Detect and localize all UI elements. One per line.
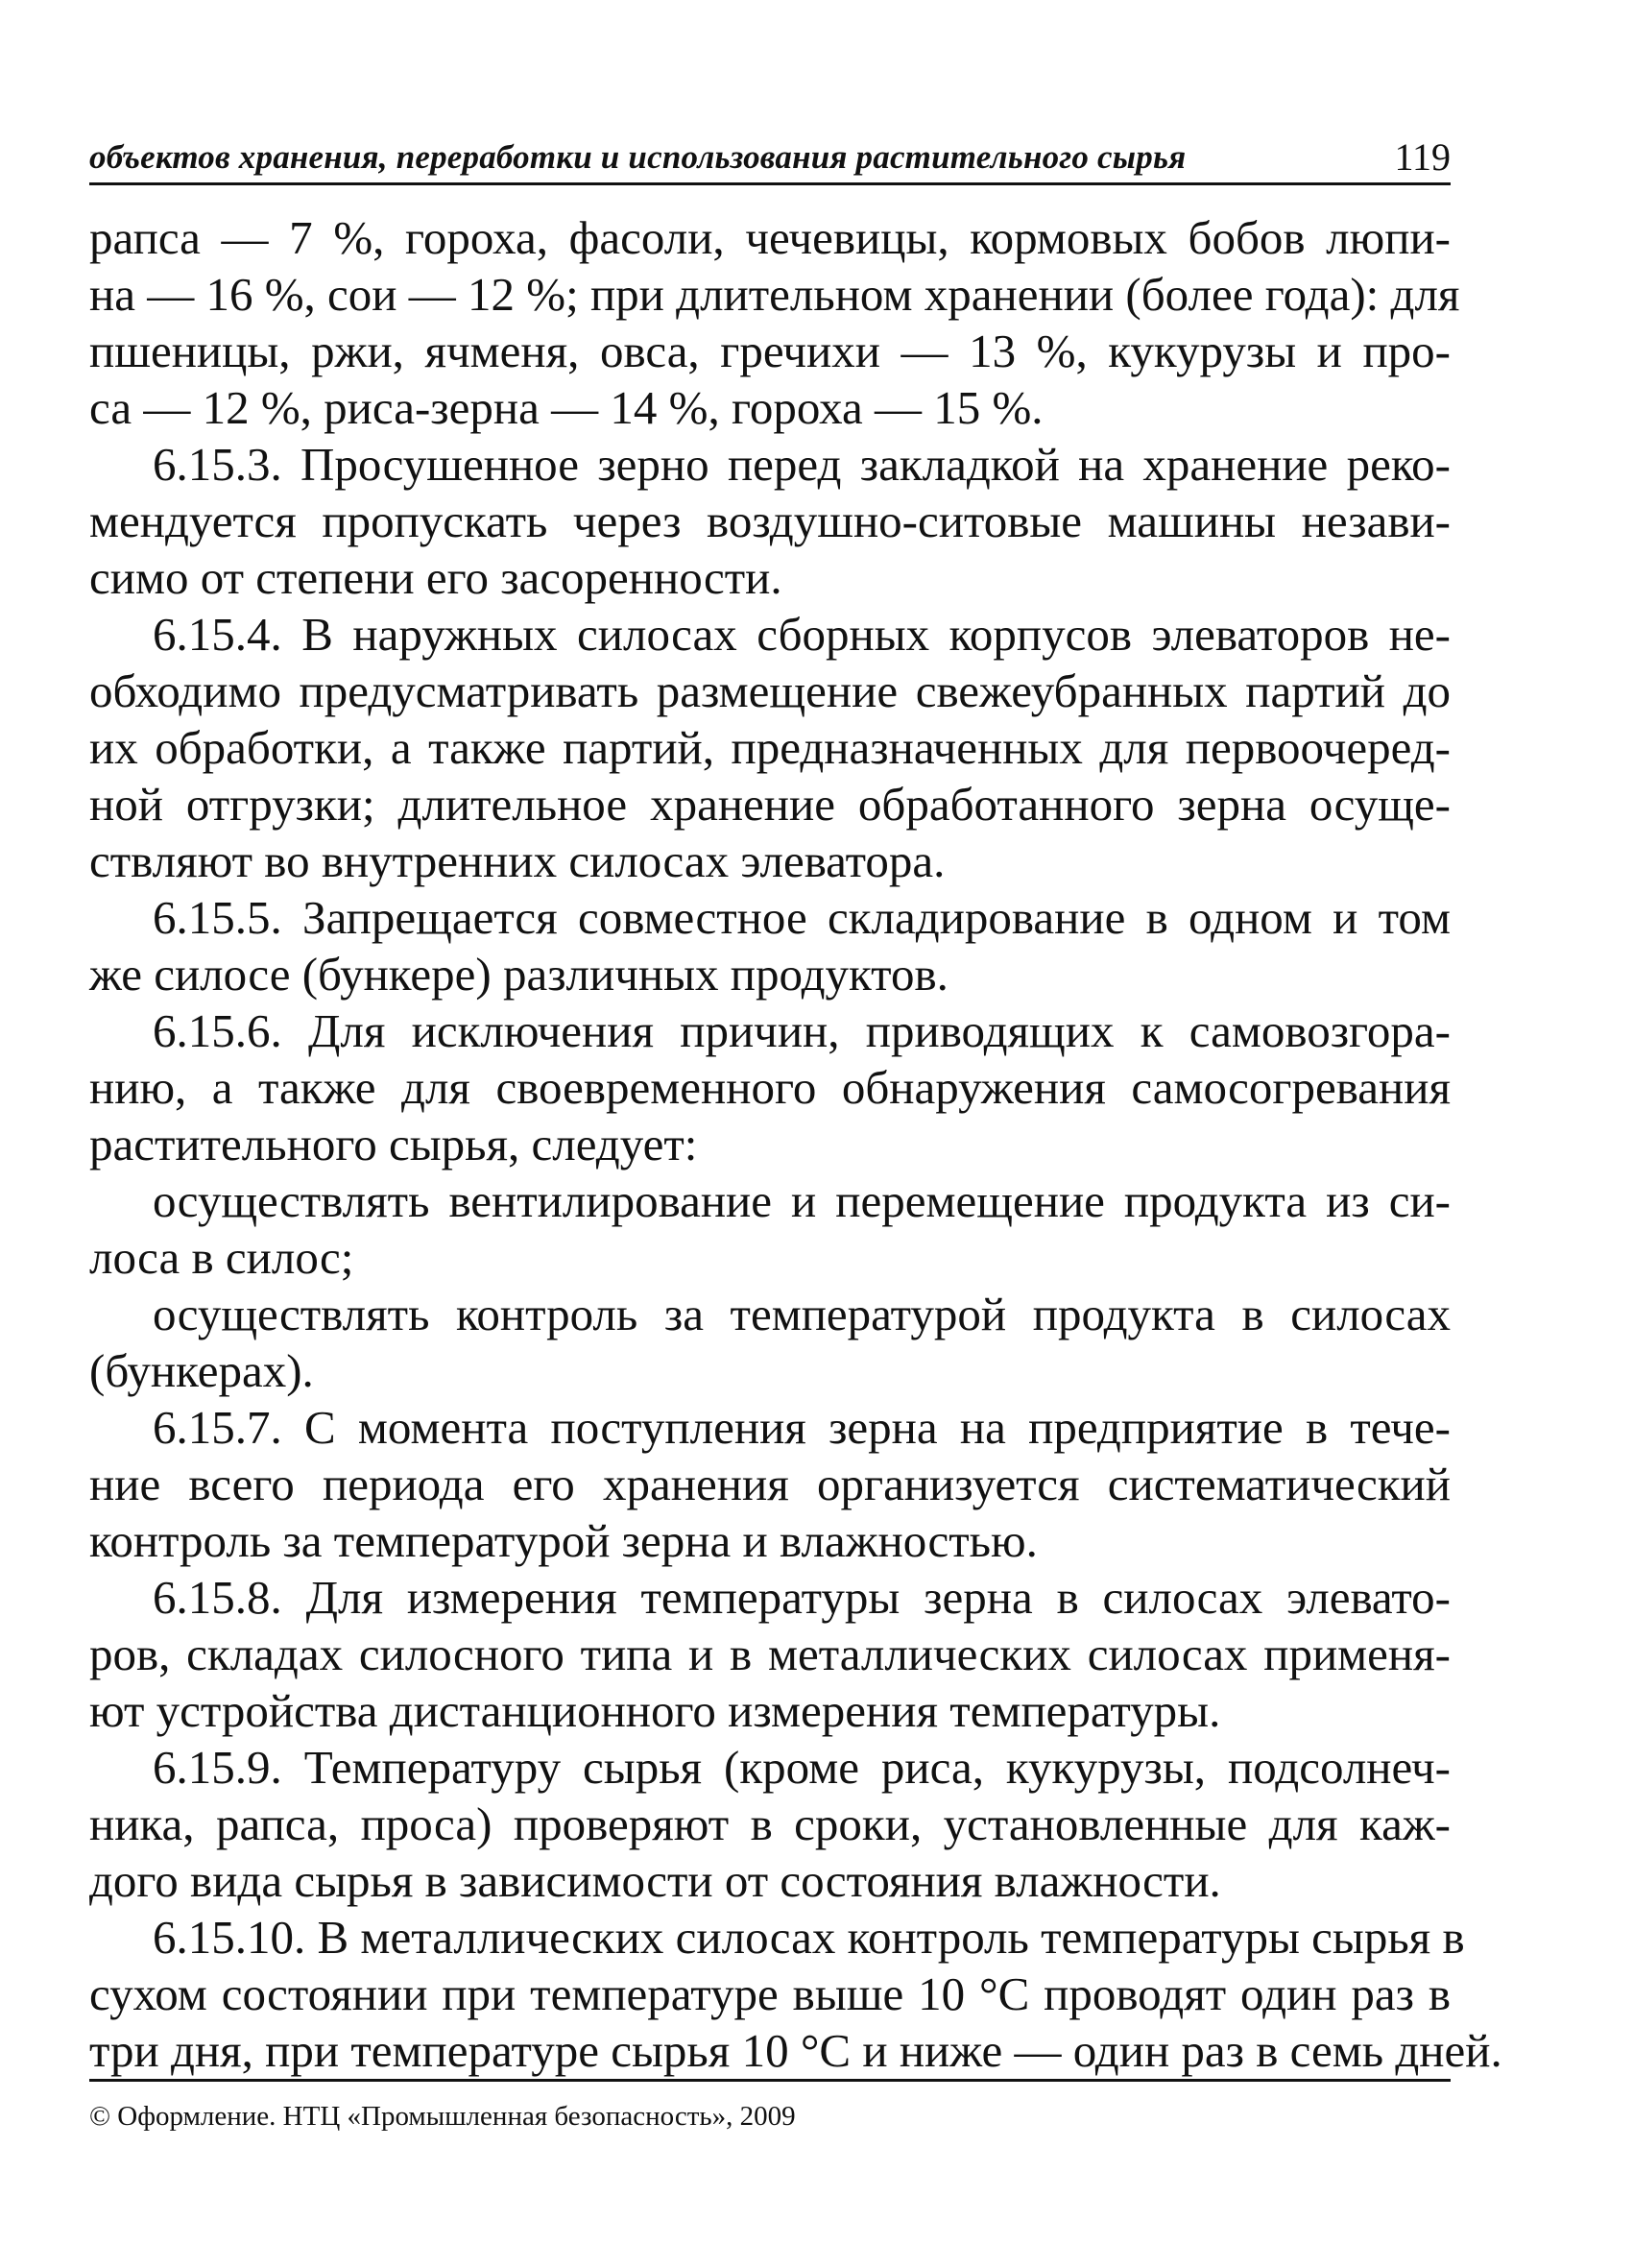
text-line: на — 16 %, сои — 12 %; при длительном хранении (более года): для [89,268,1460,321]
text-line: 6.15.10. В металлических силосах контроль температуры сырья в [153,1911,1465,1964]
running-title: объектов хранения, переработки и использования растительного сырья [89,138,1187,176]
text-line: осуществлять контроль за температурой продукта в силосах [153,1288,1451,1340]
text-line: 6.15.7. С момента поступления зерна на предприятие в тече- [153,1401,1451,1454]
text-line: ствляют во внутренних силосах элеватора. [89,834,946,887]
text-line: растительного сырья, следует: [89,1118,698,1170]
text-line: рапса — 7 %, гороха, фасоли, чечевицы, кормовых бобов люпи- [89,211,1451,264]
text-line: сухом состоянии при температуре выше 10 °С проводят один раз в [89,1967,1451,2020]
text-line: нию, а также для своевременного обнаружения самосогревания [89,1061,1451,1114]
text-line: осуществлять вентилирование и перемещение продукта из си- [153,1174,1451,1227]
body-text [89,209,1502,2079]
text-line: (бункерах). [89,1344,314,1397]
text-line: ют устройства дистанционного измерения температуры. [89,1684,1221,1737]
text-line: 6.15.4. В наружных силосах сборных корпусов элеваторов не- [153,608,1451,661]
text-line: симо от степени его засоренности. [89,551,782,604]
text-line: 6.15.9. Температуру сырья (кроме риса, кукурузы, подсолнеч- [153,1741,1451,1794]
text-line: обходимо предусматривать размещение свежеубранных партий до [89,664,1451,717]
text-line: мендуется пропускать через воздушно-ситовые машины незави- [89,495,1451,547]
text-line: контроль за температурой зерна и влажностью. [89,1514,1038,1567]
text-line: пшеницы, ржи, ячменя, овса, гречихи — 13 %, кукурузы и про- [89,325,1451,377]
text-line: са — 12 %, риса-зерна — 14 %, гороха — 15 %. [89,381,1044,434]
text-line: ров, складах силосного типа и в металлических силосах применя- [89,1628,1451,1680]
text-line: 6.15.6. Для исключения причин, приводящих к самовозгора- [153,1004,1451,1057]
text-line: дого вида сырья в зависимости от состояния влажности. [89,1854,1221,1907]
text-line: 6.15.3. Просушенное зерно перед закладкой на хранение реко- [153,438,1451,491]
footer-copyright: © Оформление. НТЦ «Промышленная безопасность», 2009 [89,2079,1451,2133]
text-line: три дня, при температуре сырья 10 °С и ниже — один раз в семь дней. [89,2024,1502,2077]
text-line: 6.15.8. Для измерения температуры зерна в силосах элевато- [153,1571,1451,1624]
text-line: ной отгрузки; длительное хранение обработанного зерна осуще- [89,778,1451,831]
text-line: ние всего периода его хранения организуется систематический [89,1458,1451,1510]
running-header [89,133,1451,185]
text-line: лоса в силос; [89,1231,354,1284]
text-line: же силосе (бункере) различных продуктов. [89,948,949,1001]
text-line: ника, рапса, проса) проверяют в сроки, установленные для каж- [89,1798,1451,1850]
text-line: 6.15.5. Запрещается совместное складирование в одном и том [153,891,1451,944]
text-line: их обработки, а также партий, предназначенных для первоочеред- [89,721,1451,774]
page-number: 119 [1394,135,1451,179]
